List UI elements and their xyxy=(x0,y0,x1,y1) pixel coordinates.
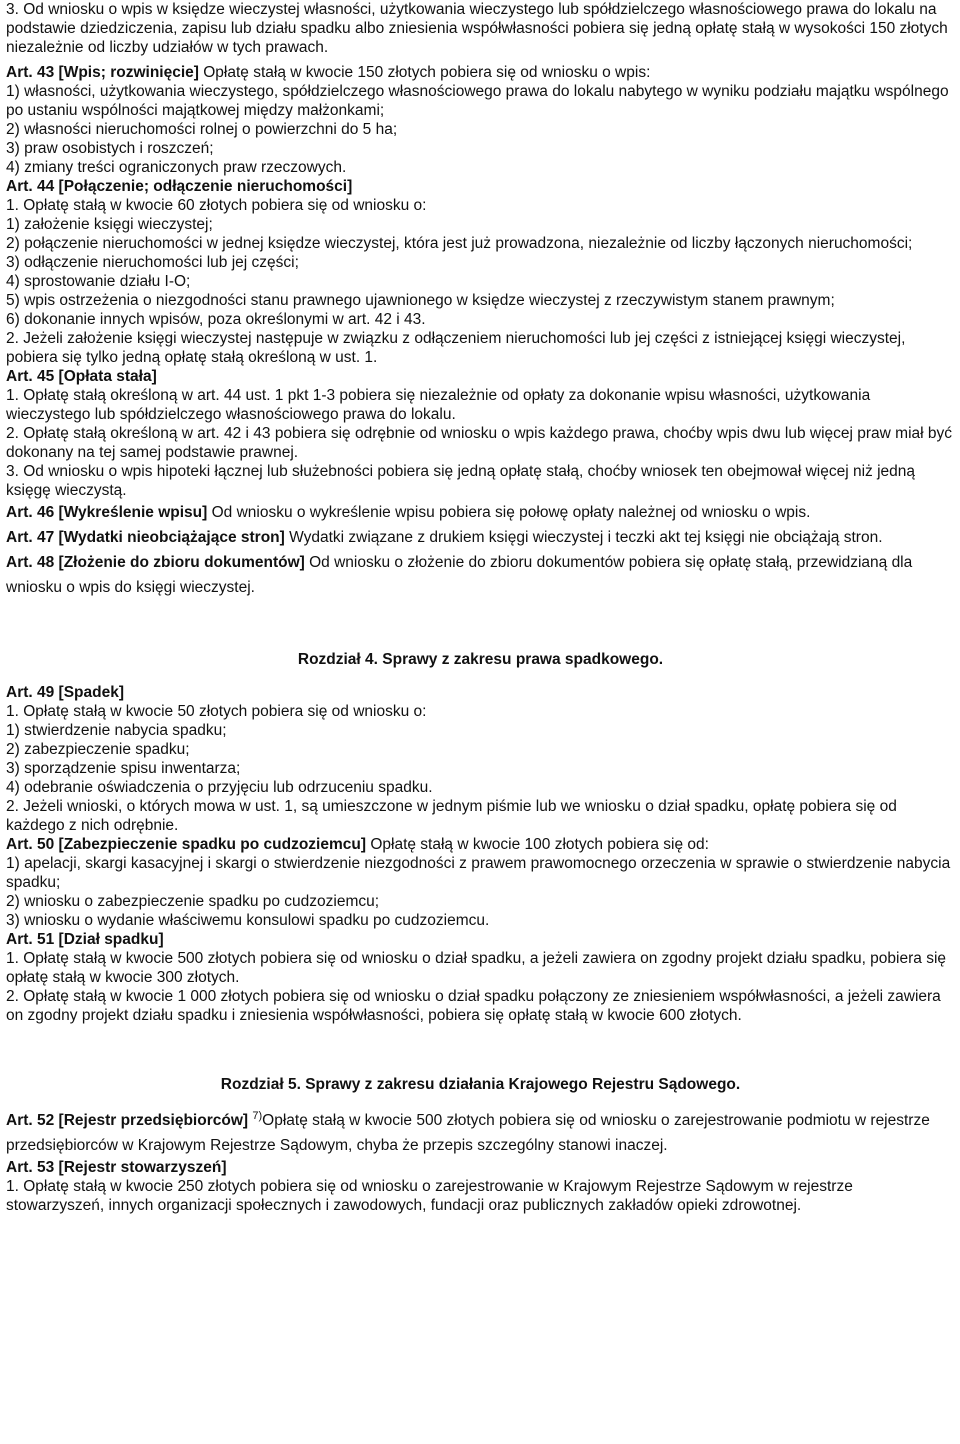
art44-lead: 1. Opłatę stałą w kwocie 60 złotych pobiera się od wniosku o: xyxy=(6,197,427,214)
art46-text: Od wniosku o wykreślenie wpisu pobiera się połowę opłaty należnej od wniosku o wpis. xyxy=(207,504,811,521)
art43-item-4: 4) zmiany treści ograniczonych praw rzeczowych. xyxy=(6,159,347,176)
art44-paragraph-2: 2. Jeżeli założenie księgi wieczystej następuje w związku z odłączeniem nieruchomości lub jej części z istniejącej księgi wieczystej, pobiera się tylko jedną opłatę stałą określoną w ust. 1. xyxy=(6,330,906,366)
art50-item-3: 3) wniosku o wydanie właściwemu konsulowi spadku po cudzoziemcu. xyxy=(6,912,490,929)
art51-paragraph-1: 1. Opłatę stałą w kwocie 500 złotych pobiera się od wniosku o dział spadku, a jeżeli zawiera on zgodny projekt działu spadku, pobiera się opłatę stałą w kwocie 300 złotych. xyxy=(6,950,947,986)
paragraph-art42-ust3: 3. Od wniosku o wpis w księdze wieczystej własności, użytkowania wieczystego lub spółdzielczego własnościowego prawa do lokalu na podstawie dziedziczenia, zapisu lub działu spadku albo zniesienia współwłasności pobiera się jedną opłatę stałą w wysokości 150 złotych niezależnie od liczby udziałów w tych prawach. xyxy=(6,1,948,56)
art48-heading: Art. 48 [Złożenie do zbioru dokumentów] xyxy=(6,554,305,571)
art50-intro xyxy=(6,835,955,854)
art45-paragraph-2: 2. Opłatę stałą określoną w art. 42 i 43 pobiera się odrębnie od wniosku o wpis każdego prawa, choćby wpis dwu lub więcej praw miał być dokonany na tej samej podstawie prawnej. xyxy=(6,425,952,461)
art43-item-3: 3) praw osobistych i roszczeń; xyxy=(6,140,214,157)
art44-item-1: 1) założenie księgi wieczystej; xyxy=(6,216,213,233)
art46 xyxy=(6,500,955,525)
art48 xyxy=(6,550,955,600)
art52-text: Opłatę stałą w kwocie 500 złotych pobiera się od wniosku o zarejestrowanie podmiotu w rejestrze przedsiębiorców w Krajowym Rejestrze Sądowym, chyba że przepis szczególny stanowi inaczej. xyxy=(6,1112,930,1154)
art43-intro xyxy=(6,63,955,82)
footnote-marker: 7) xyxy=(252,1110,263,1122)
art44-item-5: 5) wpis ostrzeżenia o niezgodności stanu prawnego ujawnionego w księdze wieczystej z rzeczywistym stanem prawnym; xyxy=(6,292,835,309)
art43-item-1: 1) własności, użytkowania wieczystego, spółdzielczego własnościowego prawa do lokalu nabytego w wyniku podziału majątku wspólnego po ustaniu wspólności majątkowej między małżonkami; xyxy=(6,83,949,119)
art49-lead: 1. Opłatę stałą w kwocie 50 złotych pobiera się od wniosku o: xyxy=(6,703,427,720)
art45-heading: Art. 45 [Opłata stała] xyxy=(6,368,157,385)
art47-heading: Art. 47 [Wydatki nieobciążające stron] xyxy=(6,529,285,546)
art50-heading: Art. 50 [Zabezpieczenie spadku po cudzoziemcu] xyxy=(6,836,367,853)
art50-item-1: 1) apelacji, skargi kasacyjnej i skargi o stwierdzenie niezgodności z prawem prawomocnego orzeczenia w sprawie o stwierdzenie nabycia spadku; xyxy=(6,855,951,891)
art45-paragraph-1: 1. Opłatę stałą określoną w art. 44 ust. 1 pkt 1-3 pobiera się niezależnie od opłaty za dokonanie wpisu własności, użytkowania wieczystego lub spółdzielczego własnościowego prawa do lokalu. xyxy=(6,387,871,423)
art44-item-6: 6) dokonanie innych wpisów, poza określonymi w art. 42 i 43. xyxy=(6,311,426,328)
art50-lead: Opłatę stałą w kwocie 100 złotych pobiera się od: xyxy=(366,836,709,853)
art53-heading: Art. 53 [Rejestr stowarzyszeń] xyxy=(6,1159,227,1176)
art49-paragraph-2: 2. Jeżeli wnioski, o których mowa w ust. 1, są umieszczone w jednym piśmie lub we wniosku o dział spadku, opłatę pobiera się od każdego z nich odrębnie. xyxy=(6,798,897,834)
art48-text: Od wniosku o złożenie do zbioru dokumentów pobiera się opłatę stałą, przewidzianą dla wniosku o wpis do księgi wieczystej. xyxy=(6,554,913,596)
art49-item-3: 3) sporządzenie spisu inwentarza; xyxy=(6,760,241,777)
art44-item-4: 4) sprostowanie działu I-O; xyxy=(6,273,191,290)
art49-item-2: 2) zabezpieczenie spadku; xyxy=(6,741,190,758)
art46-heading: Art. 46 [Wykreślenie wpisu] xyxy=(6,504,208,521)
art44-item-3: 3) odłączenie nieruchomości lub jej części; xyxy=(6,254,299,271)
art51-paragraph-2: 2. Opłatę stałą w kwocie 1 000 złotych pobiera się od wniosku o dział spadku połączony ze zniesieniem współwłasności, a jeżeli zawiera on zgodny projekt działu spadku i zniesienia współwłasności, pobiera się opłatę stałą w kwocie 600 złotych. xyxy=(6,988,941,1024)
art53-paragraph-1: 1. Opłatę stałą w kwocie 250 złotych pobiera się od wniosku o zarejestrowanie w Krajowym Rejestrze Sądowym w rejestrze stowarzyszeń, innych organizacji społecznych i zawodowych, fundacji oraz publicznych zakładów opieki zdrowotnej. xyxy=(6,1178,853,1214)
art50-item-2: 2) wniosku o zabezpieczenie spadku po cudzoziemcu; xyxy=(6,893,380,910)
art52 xyxy=(6,1108,955,1158)
art52-heading: Art. 52 [Rejestr przedsiębiorców] xyxy=(6,1112,249,1129)
art49-item-4: 4) odebranie oświadczenia o przyjęciu lub odrzuceniu spadku. xyxy=(6,779,433,796)
art47 xyxy=(6,525,955,550)
art49-item-1: 1) stwierdzenie nabycia spadku; xyxy=(6,722,227,739)
art51-heading: Art. 51 [Dział spadku] xyxy=(6,931,164,948)
art47-text: Wydatki związane z drukiem księgi wieczystej i teczki akt tej księgi nie obciążają stron. xyxy=(284,529,883,546)
art44-heading: Art. 44 [Połączenie; odłączenie nieruchomości] xyxy=(6,178,353,195)
art43-item-2: 2) własności nieruchomości rolnej o powierzchni do 5 ha; xyxy=(6,121,398,138)
art45-paragraph-3: 3. Od wniosku o wpis hipoteki łącznej lub służebności pobiera się jedną opłatę stałą, choćby wniosek ten obejmował więcej niż jedną księgę wieczystą. xyxy=(6,463,915,499)
art49-heading: Art. 49 [Spadek] xyxy=(6,684,125,701)
chapter-5-title: Rozdział 5. Sprawy z zakresu działania Krajowego Rejestru Sądowego. xyxy=(220,1076,741,1093)
art43-heading: Art. 43 [Wpis; rozwinięcie] xyxy=(6,64,199,81)
art43-lead: Opłatę stałą w kwocie 150 złotych pobiera się od wniosku o wpis: xyxy=(198,64,651,81)
art44-item-2: 2) połączenie nieruchomości w jednej księdze wieczystej, która jest już prowadzona, niezależnie od liczby łączonych nieruchomości; xyxy=(6,235,913,252)
chapter-4-title: Rozdział 4. Sprawy z zakresu prawa spadkowego. xyxy=(297,651,664,668)
